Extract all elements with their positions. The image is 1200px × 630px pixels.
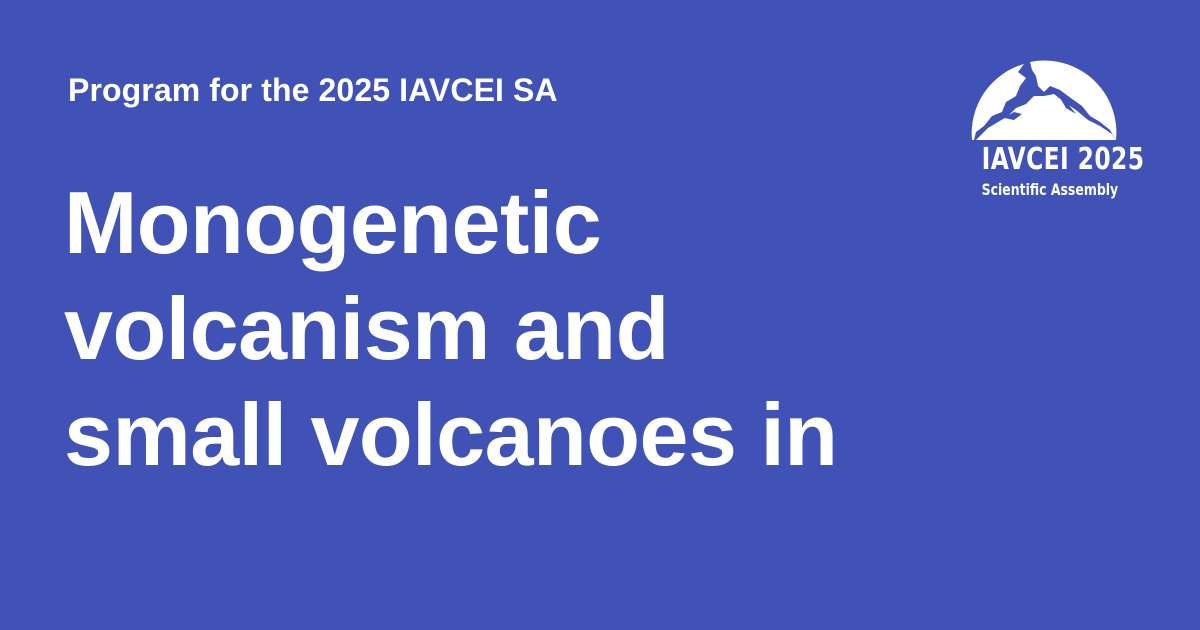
volcano-logo-icon <box>964 56 1124 142</box>
logo-title: IAVCEI 2025 <box>981 142 1145 177</box>
session-title-line: Monogenetic <box>64 173 602 272</box>
session-title-line: volcanism and <box>64 279 669 378</box>
session-title <box>64 170 924 488</box>
logo-subtitle: Scientific Assembly <box>981 180 1119 199</box>
iavcei-logo <box>964 56 1145 206</box>
program-subtitle: Program for the 2025 IAVCEI SA <box>68 72 558 108</box>
session-title-line: small volcanoes in <box>64 385 838 484</box>
